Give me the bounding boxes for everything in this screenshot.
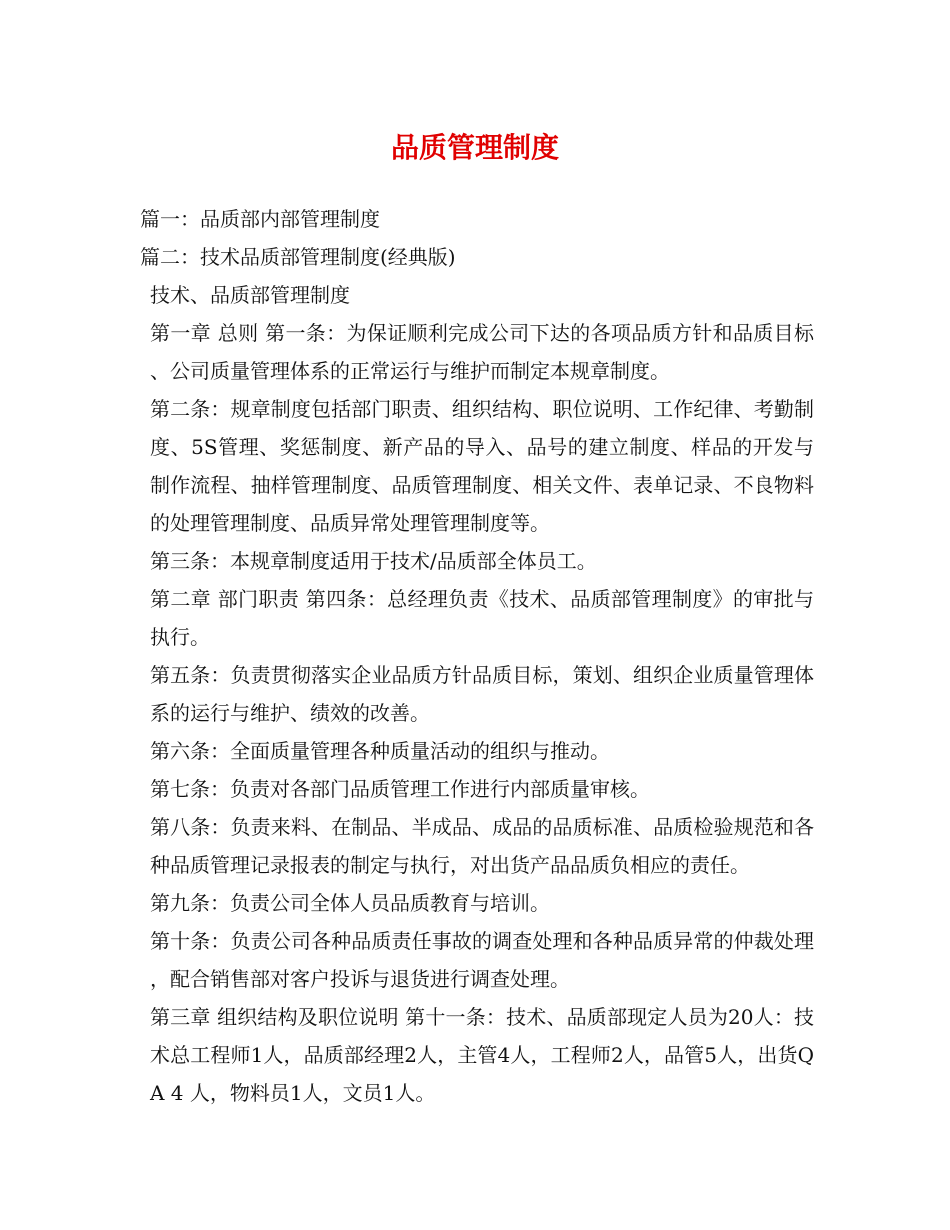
paragraph-article-9: 第九条：负责公司全体人员品质教育与培训。 (150, 891, 550, 915)
document-body (140, 200, 814, 1112)
document-title: 品质管理制度 (390, 131, 559, 164)
paragraph-article-5: 第五条：负责贯彻落实企业品质方针品质目标，策划、组织企业质量管理体系的运行与维护、绩效的改善。 (150, 663, 814, 725)
paragraph-article-2: 第二条：规章制度包括部门职责、组织结构、职位说明、工作纪律、考勤制度、5S管理、奖惩制度、新产品的导入、品号的建立制度、样品的开发与制作流程、抽样管理制度、品质管理制度、相关文件、表单记录、不良物料的处理管理制度、品质异常处理管理制度等。 (150, 397, 814, 535)
paragraph-part-one: 篇一：品质部内部管理制度 (140, 207, 380, 231)
paragraph-article-8: 第八条：负责来料、在制品、半成品、成品的品质标准、品质检验规范和各种品质管理记录报表的制定与执行，对出货产品品质负相应的责任。 (150, 815, 814, 877)
paragraph-part-two: 篇二：技术品质部管理制度(经典版) (140, 245, 456, 269)
paragraph-article-3: 第三条：本规章制度适用于技术/品质部全体员工。 (150, 549, 597, 573)
paragraph-article-4: 第二章 部门职责 第四条：总经理负责《技术、品质部管理制度》的审批与执行。 (150, 587, 814, 649)
paragraph-article-10: 第十条：负责公司各种品质责任事故的调查处理和各种品质异常的仲裁处理，配合销售部对客户投诉与退货进行调查处理。 (150, 929, 814, 991)
paragraph-article-7: 第七条：负责对各部门品质管理工作进行内部质量审核。 (150, 777, 650, 801)
paragraph-article-1: 第一章 总则 第一条：为保证顺利完成公司下达的各项品质方针和品质目标、公司质量管理体系的正常运行与维护而制定本规章制度。 (150, 321, 814, 383)
paragraph-article-11: 第三章 组织结构及职位说明 第十一条：技术、品质部现定人员为20人：技术总工程师1人，品质部经理2人，主管4人，工程师2人，品管5人，出货QA 4 人，物料员1人，文员1人。 (150, 1005, 814, 1105)
paragraph-article-6: 第六条：全面质量管理各种质量活动的组织与推动。 (150, 739, 610, 763)
paragraph-subtitle: 技术、品质部管理制度 (150, 283, 350, 307)
